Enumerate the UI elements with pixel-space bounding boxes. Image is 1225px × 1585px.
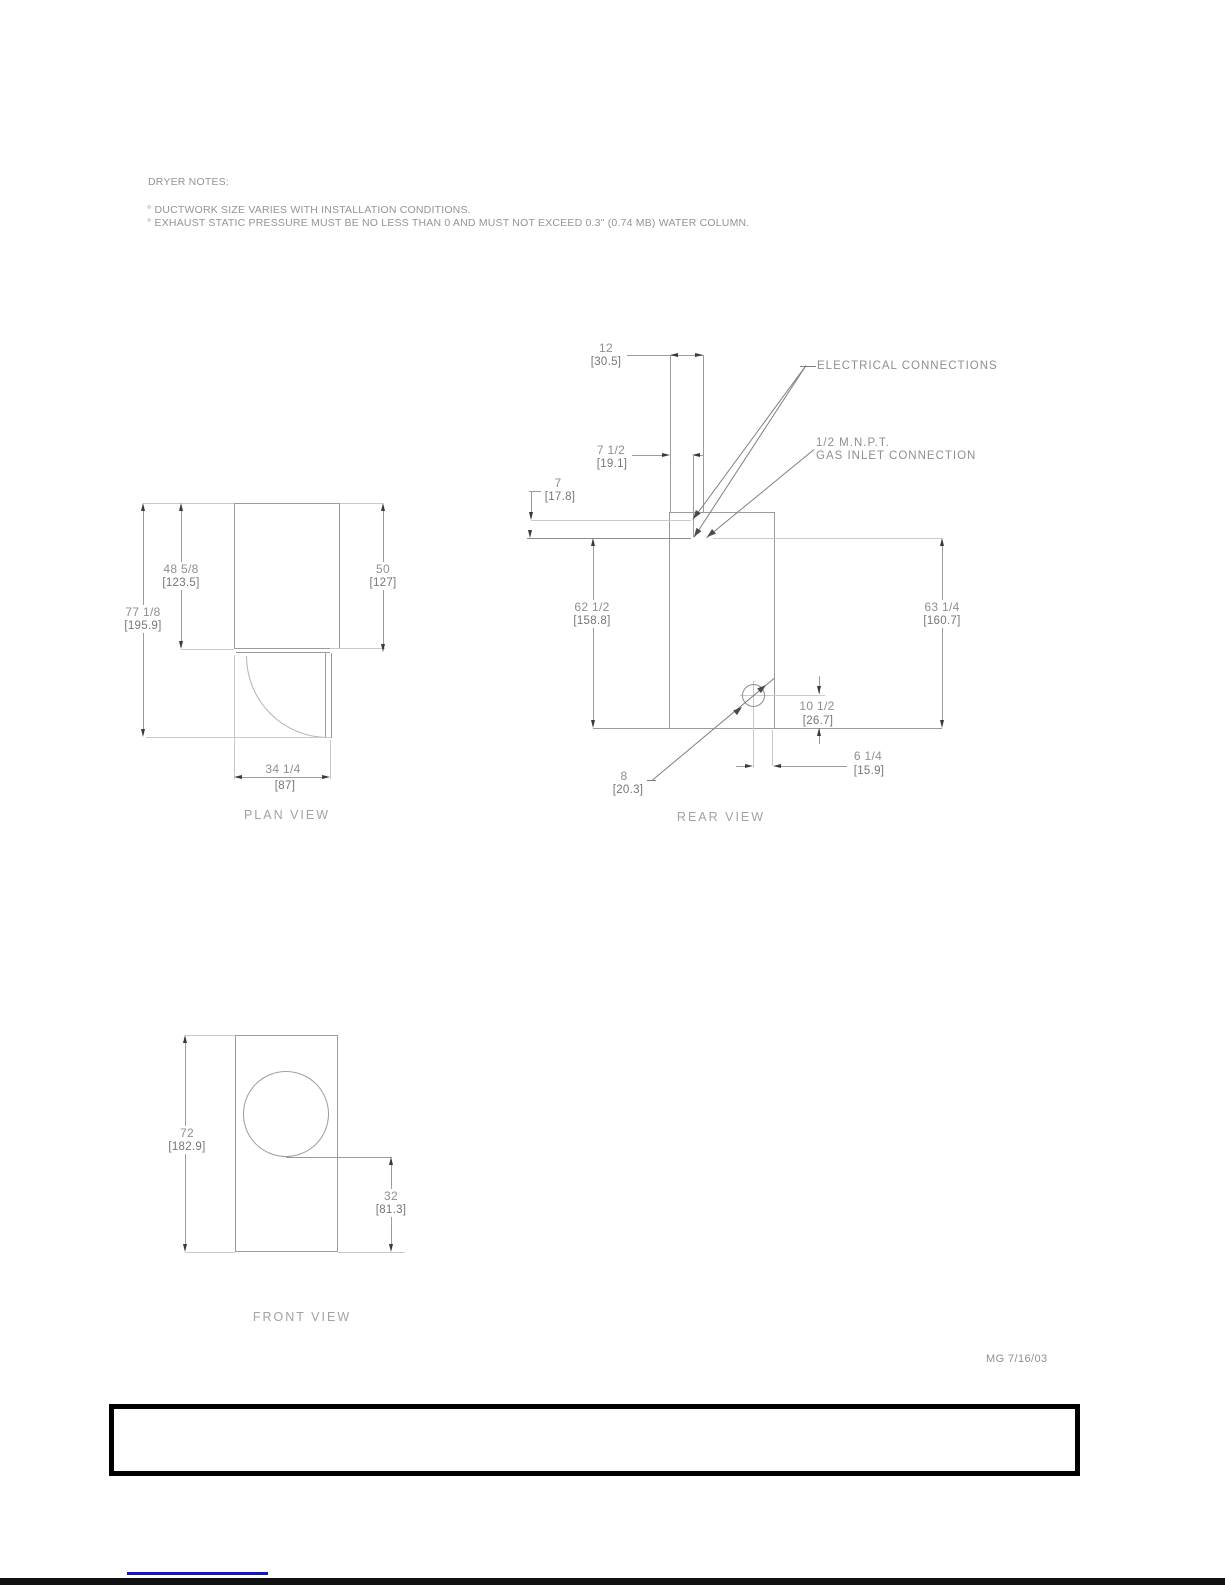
extension-line bbox=[713, 538, 942, 539]
title-block-box bbox=[109, 1404, 1080, 1476]
dim-duct-offset-value: 7 1/2 bbox=[596, 443, 626, 457]
dim-duct-width-value: 12 bbox=[599, 341, 613, 355]
dim-arrow bbox=[179, 641, 183, 649]
rear-view-label: REAR VIEW bbox=[676, 810, 766, 824]
dimension-line bbox=[632, 455, 662, 456]
dim-outlet-offset-metric: [15.9] bbox=[853, 765, 885, 777]
dim-metric: [182.9] bbox=[168, 1141, 206, 1153]
dim-front-width-value: 34 1/4 bbox=[265, 762, 301, 776]
scan-edge-band bbox=[0, 1578, 1225, 1585]
extension-line bbox=[146, 737, 331, 738]
dim-arrow bbox=[695, 353, 703, 357]
dim-arrow bbox=[670, 353, 678, 357]
dim-door-bottom-height bbox=[373, 1189, 410, 1217]
dim-arrow bbox=[183, 1244, 187, 1252]
open-door-line bbox=[331, 653, 332, 738]
dim-arrow bbox=[773, 764, 781, 768]
extension-line bbox=[330, 740, 331, 779]
note-item: ° DUCTWORK SIZE VARIES WITH INSTALLATION CONDITIONS. bbox=[147, 204, 471, 216]
dim-arrow bbox=[183, 1035, 187, 1043]
ground-line bbox=[593, 728, 942, 729]
dim-arrow bbox=[381, 503, 385, 511]
dim-arrow bbox=[322, 775, 330, 779]
front-view-label: FRONT VIEW bbox=[252, 1310, 352, 1324]
dim-arrow bbox=[745, 764, 753, 768]
dim-height-left bbox=[570, 600, 613, 628]
dim-arrow bbox=[528, 530, 532, 538]
dim-outlet-height-metric: [26.7] bbox=[802, 715, 834, 727]
dim-arrow bbox=[940, 720, 944, 728]
plan-view-label: PLAN VIEW bbox=[243, 808, 331, 822]
dim-overall-depth bbox=[121, 605, 164, 633]
dim-outlet-height-value: 10 1/2 bbox=[799, 699, 835, 713]
dim-metric: [127] bbox=[369, 577, 397, 589]
dim-depth-right bbox=[366, 562, 399, 590]
dim-arrow bbox=[529, 512, 533, 520]
dim-arrow bbox=[389, 1244, 393, 1252]
dim-arrow bbox=[389, 1157, 393, 1165]
dim-arrow bbox=[141, 729, 145, 737]
dim-cabinet-depth bbox=[159, 562, 202, 590]
extension-line bbox=[772, 730, 773, 766]
gas-inlet-reference-line bbox=[693, 455, 694, 537]
dim-value: 48 5/8 bbox=[163, 562, 199, 576]
extension-line bbox=[143, 503, 234, 504]
dimension-line bbox=[237, 777, 327, 778]
dim-metric: [123.5] bbox=[162, 577, 200, 589]
dim-arrow bbox=[591, 538, 595, 546]
dim-top-offset-metric: [17.8] bbox=[544, 491, 576, 503]
dim-value: 63 1/4 bbox=[924, 600, 960, 614]
electrical-connections-label: ELECTRICAL CONNECTIONS bbox=[817, 360, 998, 372]
dim-value: 62 1/2 bbox=[574, 600, 610, 614]
notes-title: DRYER NOTES: bbox=[148, 176, 229, 188]
extension-line bbox=[185, 1252, 235, 1253]
dim-metric: [158.8] bbox=[573, 615, 611, 627]
gas-inlet-label bbox=[816, 437, 976, 462]
exhaust-duct-line bbox=[670, 355, 671, 512]
leader-tick bbox=[800, 366, 816, 367]
dim-value: 72 bbox=[180, 1126, 194, 1140]
dim-arrow bbox=[179, 503, 183, 511]
dim-value: 77 1/8 bbox=[125, 605, 161, 619]
dimension-line bbox=[627, 355, 703, 356]
dim-overall-height bbox=[165, 1126, 208, 1154]
dim-value: 32 bbox=[384, 1189, 398, 1203]
extension-line bbox=[181, 649, 234, 650]
extension-line bbox=[185, 1035, 235, 1036]
door-front-line bbox=[236, 652, 330, 653]
dim-arrow bbox=[141, 503, 145, 511]
dim-arrow bbox=[817, 728, 821, 736]
plan-cabinet-outline bbox=[234, 503, 340, 649]
note-item: ° EXHAUST STATIC PRESSURE MUST BE NO LESS THAN 0 AND MUST NOT EXCEED 0.3" (0.74 MB) WATER COLUMN. bbox=[147, 217, 750, 229]
electrical-reference-line bbox=[531, 520, 691, 521]
dim-arrow bbox=[381, 644, 385, 652]
dimension-line bbox=[700, 455, 704, 456]
extension-line bbox=[234, 655, 235, 779]
reference-line bbox=[286, 1157, 392, 1158]
dimension-line bbox=[593, 541, 594, 725]
door-circle bbox=[243, 1071, 329, 1157]
dim-metric: [81.3] bbox=[375, 1204, 407, 1216]
dim-outlet-diameter-metric: [20.3] bbox=[612, 784, 644, 796]
gas-inlet-label-line1: 1/2 M.N.P.T. bbox=[816, 437, 890, 449]
exhaust-duct-line bbox=[703, 355, 704, 512]
dimension-line bbox=[781, 766, 847, 767]
dim-arrow bbox=[234, 775, 242, 779]
extension-line bbox=[330, 648, 385, 649]
dim-metric: [195.9] bbox=[124, 620, 162, 632]
dim-height-right bbox=[920, 600, 963, 628]
dim-top-offset-value: 7 bbox=[554, 476, 562, 490]
extension-line bbox=[340, 503, 383, 504]
dim-arrow bbox=[817, 686, 821, 694]
dim-front-width-metric: [87] bbox=[274, 780, 296, 792]
dim-arrow bbox=[940, 538, 944, 546]
dim-value: 50 bbox=[376, 562, 390, 576]
footer-link-underline[interactable] bbox=[127, 1572, 268, 1575]
gas-inlet-label-line2: GAS INLET CONNECTION bbox=[816, 449, 977, 462]
door-swing-arc bbox=[246, 656, 328, 738]
dim-duct-offset-metric: [19.1] bbox=[596, 458, 628, 470]
dimension-line bbox=[531, 491, 532, 512]
initials-date: MG 7/16/03 bbox=[986, 1353, 1048, 1365]
dimension-line bbox=[942, 541, 943, 725]
extension-line bbox=[338, 1252, 405, 1253]
dimension-line bbox=[736, 766, 745, 767]
notes-list bbox=[147, 204, 749, 230]
dim-duct-width-metric: [30.5] bbox=[590, 356, 622, 368]
dim-arrow bbox=[662, 453, 670, 457]
gas-reference-line bbox=[527, 538, 691, 539]
dim-outlet-offset-value: 6 1/4 bbox=[853, 749, 883, 763]
dim-metric: [160.7] bbox=[923, 615, 961, 627]
dim-arrow bbox=[591, 720, 595, 728]
dim-outlet-diameter-value: 8 bbox=[620, 769, 628, 783]
